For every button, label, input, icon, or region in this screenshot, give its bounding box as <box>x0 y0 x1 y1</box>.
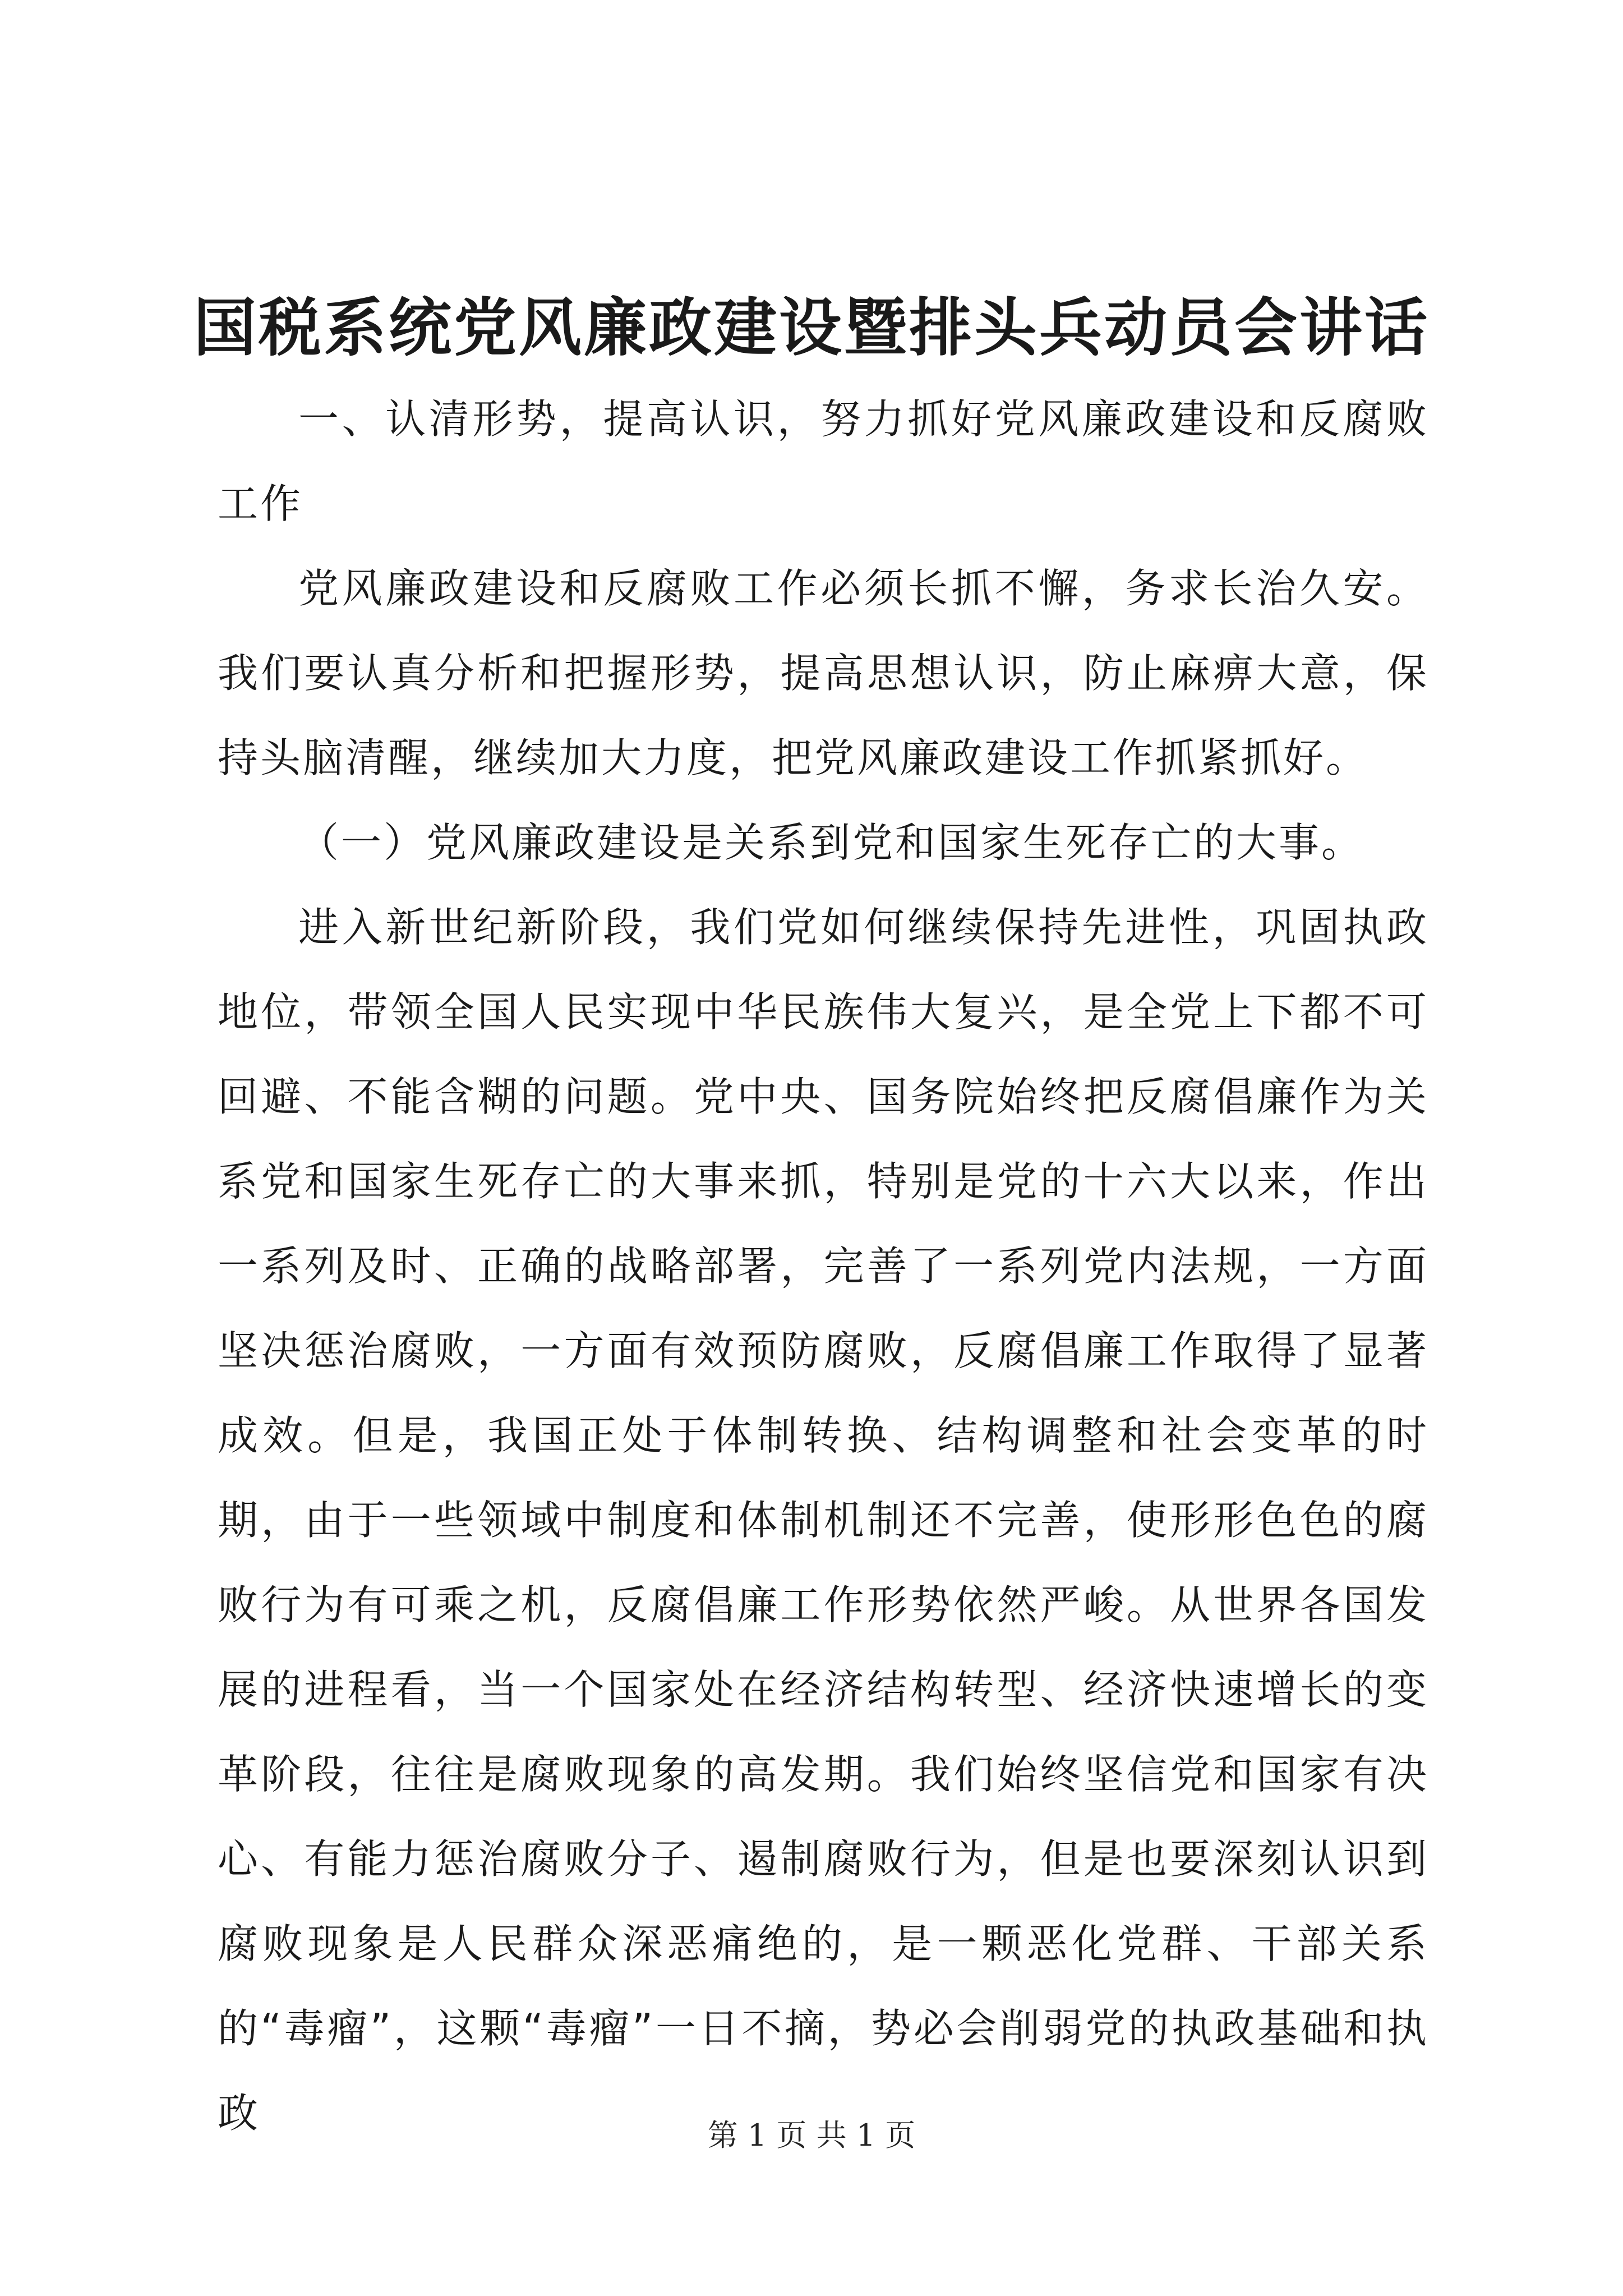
paragraph-main: 进入新世纪新阶段，我们党如何继续保持先进性，巩固执政地位，带领全国人民实现中华民族伟大复兴，是全党上下都不可回避、不能含糊的问题。党中央、国务院始终把反腐倡廉作为关系党和国家生死存亡的大事来抓，特别是党的十六大以来，作出一系列及时、正确的战略部署，完善了一系列党内法规，一方面坚决惩治腐败，一方面有效预防腐败，反腐倡廉工作取得了显著成效。但是，我国正处于体制转换、结构调整和社会变革的时期，由于一些领域中制度和体制机制还不完善，使形形色色的腐败行为有可乘之机，反腐倡廉工作形势依然严峻。从世界各国发展的进程看，当一个国家处在经济结构转型、经济快速增长的变革阶段，往往是腐败现象的高发期。我们始终坚信党和国家有决心、有能力惩治腐败分子、遏制腐败行为，但是也要深刻认识到腐败现象是人民群众深恶痛绝的，是一颗恶化党群、干部关系的“毒瘤”，这颗“毒瘤”一日不摘，势必会削弱党的执政基础和执政 <box>218 904 1429 2137</box>
paragraph-intro: 党风廉政建设和反腐败工作必须长抓不懈，务求长治久安。我们要认真分析和把握形势，提高思想认识，防止麻痹大意，保持头脑清醒，继续加大力度，把党风廉政建设工作抓紧抓好。 <box>218 565 1429 781</box>
page-footer: 第 1 页 共 1 页 <box>707 2118 916 2153</box>
document-title: 国税系统党风廉政建设暨排头兵动员会讲话 <box>193 291 1430 365</box>
subsection-heading-1: （一）党风廉政建设是关系到党和国家生死存亡的大事。 <box>298 819 1364 866</box>
document-body <box>218 377 1429 2156</box>
section-heading-1: 一、认清形势，提高认识，努力抓好党风廉政建设和反腐败工作 <box>218 395 1429 527</box>
